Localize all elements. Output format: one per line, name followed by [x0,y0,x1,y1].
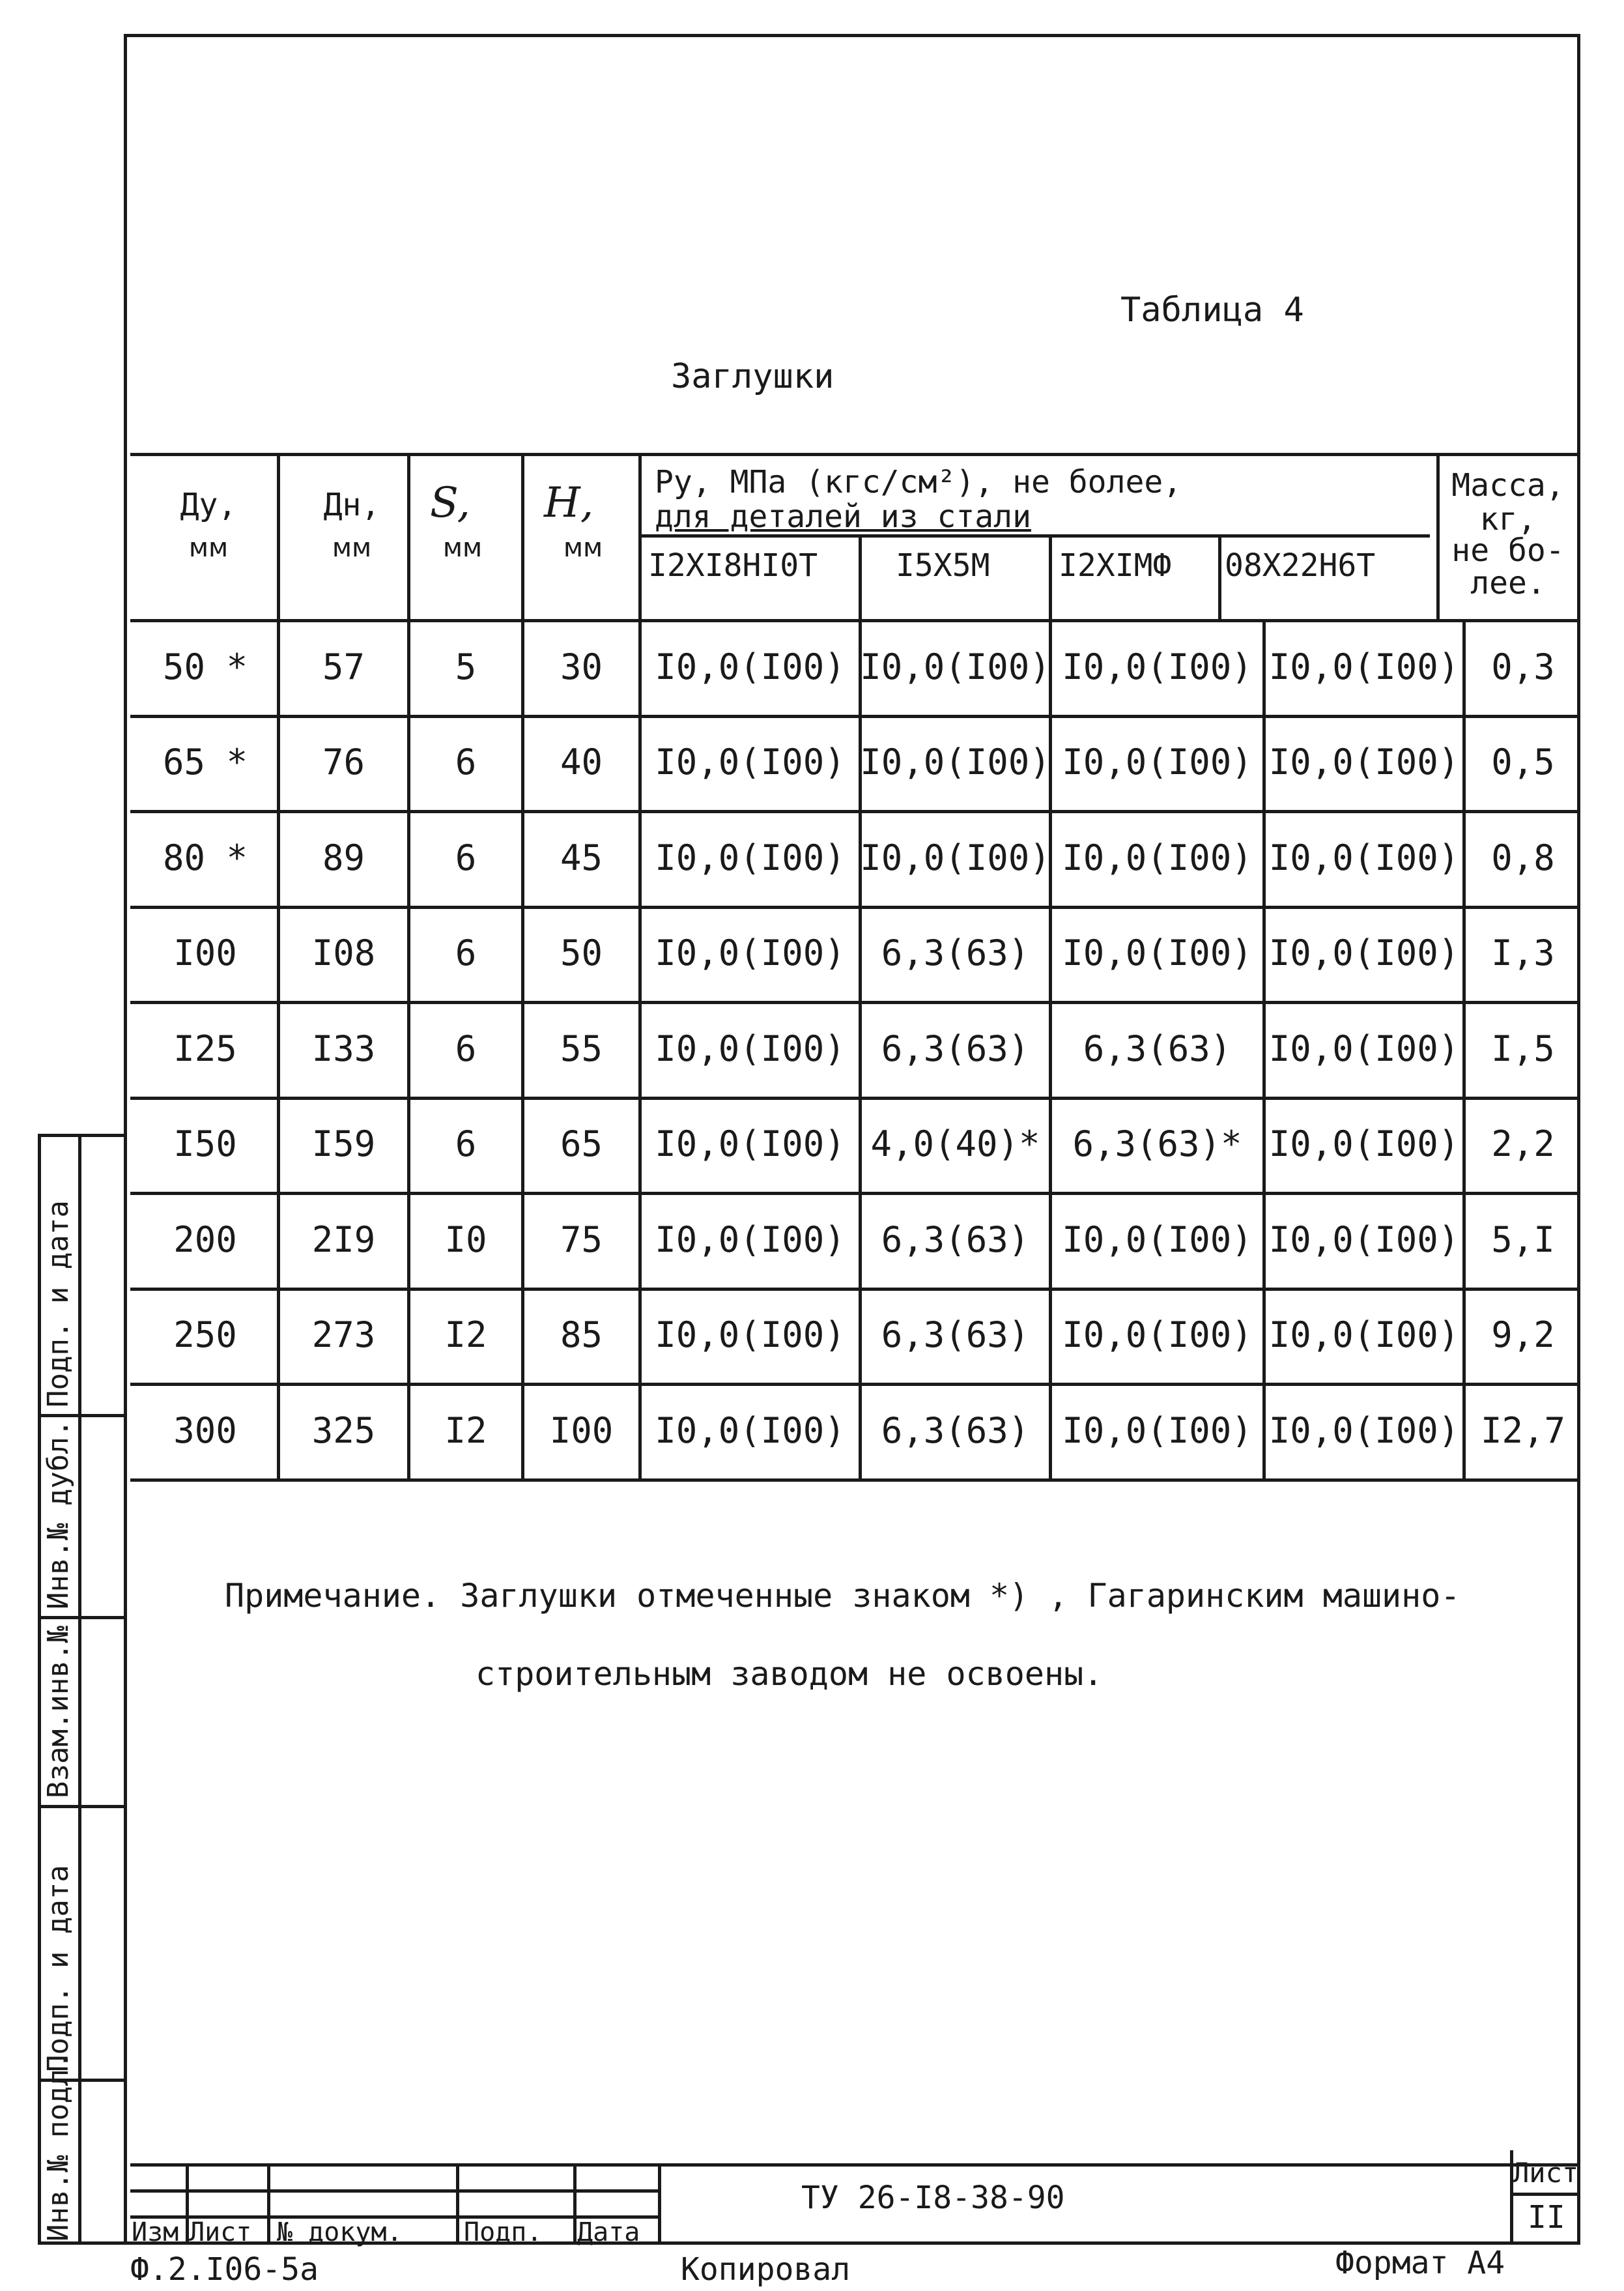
cell-h: I00 [549,1409,614,1451]
cell-p2: 6,3(63) [881,1314,1030,1356]
cell-dn: 2I9 [311,1218,376,1260]
grade-1: I2XI8HI0T [648,547,818,584]
cell-mass: I,5 [1491,1028,1555,1069]
cell-du: 80 * [162,837,248,878]
cell-p2: 6,3(63) [881,932,1030,974]
note-line-1: Примечание. Заглушки отмеченные знаком *) , Гагаринским машино- [225,1577,1460,1615]
cell-s: 6 [455,1028,477,1069]
doc-code: ТУ 26-I8-38-90 [801,2180,1065,2216]
cell-dn: 76 [322,742,365,783]
cell-s: 6 [455,1123,477,1165]
cell-p4: I0,0(I00) [1268,932,1460,974]
cell-s: I2 [444,1314,487,1356]
header-mass-4: лее. [1470,565,1546,601]
cell-dn: I33 [311,1028,376,1069]
cell-s: 5 [455,646,477,687]
cell-du: I25 [173,1028,237,1069]
cell-mass: 0,3 [1491,646,1555,687]
cell-p4: I0,0(I00) [1268,1314,1460,1356]
cell-p1: I0,0(I00) [655,1218,846,1260]
cell-p4: I0,0(I00) [1268,742,1460,783]
table-caption: Заглушки [671,357,834,396]
cell-p2: 6,3(63) [881,1218,1030,1260]
footer-form: Ф.2.I06-5а [130,2251,319,2288]
side-label-vzam-inv: Взам.инв.№ [42,1626,75,1798]
header-h: H, [544,479,594,527]
cell-mass: 5,I [1491,1218,1555,1260]
cell-p2: 4,0(40)* [870,1123,1040,1165]
cell-h: 50 [560,932,603,974]
header-du-unit: мм [188,533,229,563]
header-h-unit: мм [563,533,603,563]
grade-2: I5X5M [896,547,990,584]
cell-h: 65 [560,1123,603,1165]
side-label-podp-data-1: Подп. и дата [42,1865,75,2072]
col-dokum: № докум. [277,2217,403,2247]
cell-p4: I0,0(I00) [1268,646,1460,687]
footer-format: Формат А4 [1335,2245,1505,2281]
header-s-unit: мм [442,533,483,563]
cell-s: I2 [444,1409,487,1451]
cell-h: 75 [560,1218,603,1260]
cell-p3: I0,0(I00) [1062,742,1253,783]
cell-p3: I0,0(I00) [1062,837,1253,878]
cell-p1: I0,0(I00) [655,1409,846,1451]
cell-p2: I0,0(I00) [860,837,1051,878]
sheet-number: II [1528,2199,1565,2236]
cell-du: 250 [173,1314,237,1356]
cell-du: 200 [173,1218,237,1260]
header-dn: Дн, [323,487,380,523]
header-s: S, [430,479,470,527]
cell-s: 6 [455,742,477,783]
cell-p4: I0,0(I00) [1268,1028,1460,1069]
cell-s: 6 [455,932,477,974]
cell-mass: 9,2 [1491,1314,1555,1356]
cell-p2: 6,3(63) [881,1409,1030,1451]
header-mass-3: не бо- [1451,532,1565,569]
cell-p2: I0,0(I00) [860,742,1051,783]
cell-du: 65 * [162,742,248,783]
cell-h: 30 [560,646,603,687]
cell-dn: 89 [322,837,365,878]
header-pressure-sub: для деталей из стали [655,498,1031,535]
cell-mass: 2,2 [1491,1123,1555,1165]
header-du: Ду, [180,487,237,523]
footer-copied: Копировал [681,2251,851,2288]
cell-du: I50 [173,1123,237,1165]
cell-p4: I0,0(I00) [1268,1123,1460,1165]
cell-du: 300 [173,1409,237,1451]
cell-dn: 325 [311,1409,376,1451]
side-label-inv-podl: Инв.№ подл. [42,2051,75,2241]
cell-p1: I0,0(I00) [655,1028,846,1069]
note-line-2: строительным заводом не освоены. [476,1655,1104,1693]
cell-p3: I0,0(I00) [1062,932,1253,974]
cell-s: 6 [455,837,477,878]
cell-s: I0 [444,1218,487,1260]
col-izm: Изм [132,2217,179,2247]
header-pressure: Ру, МПа (кгс/см²), не более, [655,464,1182,500]
cell-dn: 57 [322,646,365,687]
cell-p2: I0,0(I00) [860,646,1051,687]
grade-3: I2XIMФ [1059,547,1172,584]
cell-du: 50 * [162,646,248,687]
grade-4: 08X22H6T [1225,547,1376,584]
cell-h: 40 [560,742,603,783]
cell-h: 85 [560,1314,603,1356]
cell-p3: 6,3(63)* [1072,1123,1242,1165]
side-label-podp-data-2: Подп. и дата [42,1200,75,1407]
cell-dn: I59 [311,1123,376,1165]
col-data: Дата [577,2217,640,2247]
cell-h: 55 [560,1028,603,1069]
cell-p1: I0,0(I00) [655,932,846,974]
cell-p3: I0,0(I00) [1062,1409,1253,1451]
cell-du: I00 [173,932,237,974]
cell-p1: I0,0(I00) [655,742,846,783]
cell-p3: 6,3(63) [1083,1028,1232,1069]
cell-h: 45 [560,837,603,878]
row-divider [130,1478,1580,1482]
side-label-inv-dubl: Инв.№ дубл. [42,1419,75,1609]
cell-p4: I0,0(I00) [1268,1218,1460,1260]
cell-p4: I0,0(I00) [1268,837,1460,878]
cell-p3: I0,0(I00) [1062,646,1253,687]
cell-p3: I0,0(I00) [1062,1314,1253,1356]
cell-p1: I0,0(I00) [655,1314,846,1356]
sheet-label: Лист [1513,2157,1579,2189]
col-podp: Подп. [464,2217,543,2247]
cell-p1: I0,0(I00) [655,646,846,687]
cell-mass: I2,7 [1480,1409,1566,1451]
col-list: Лист [189,2217,252,2247]
header-mass-1: Масса, [1451,467,1565,504]
cell-dn: 273 [311,1314,376,1356]
header-dn-unit: мм [332,533,372,563]
table-label: Таблица 4 [1120,291,1304,330]
header-mass-2: кг, [1479,501,1537,538]
cell-mass: 0,8 [1491,837,1555,878]
cell-p1: I0,0(I00) [655,1123,846,1165]
cell-p2: 6,3(63) [881,1028,1030,1069]
cell-mass: I,3 [1491,932,1555,974]
cell-p3: I0,0(I00) [1062,1218,1253,1260]
cell-dn: I08 [311,932,376,974]
cell-p1: I0,0(I00) [655,837,846,878]
cell-mass: 0,5 [1491,742,1555,783]
cell-p4: I0,0(I00) [1268,1409,1460,1451]
